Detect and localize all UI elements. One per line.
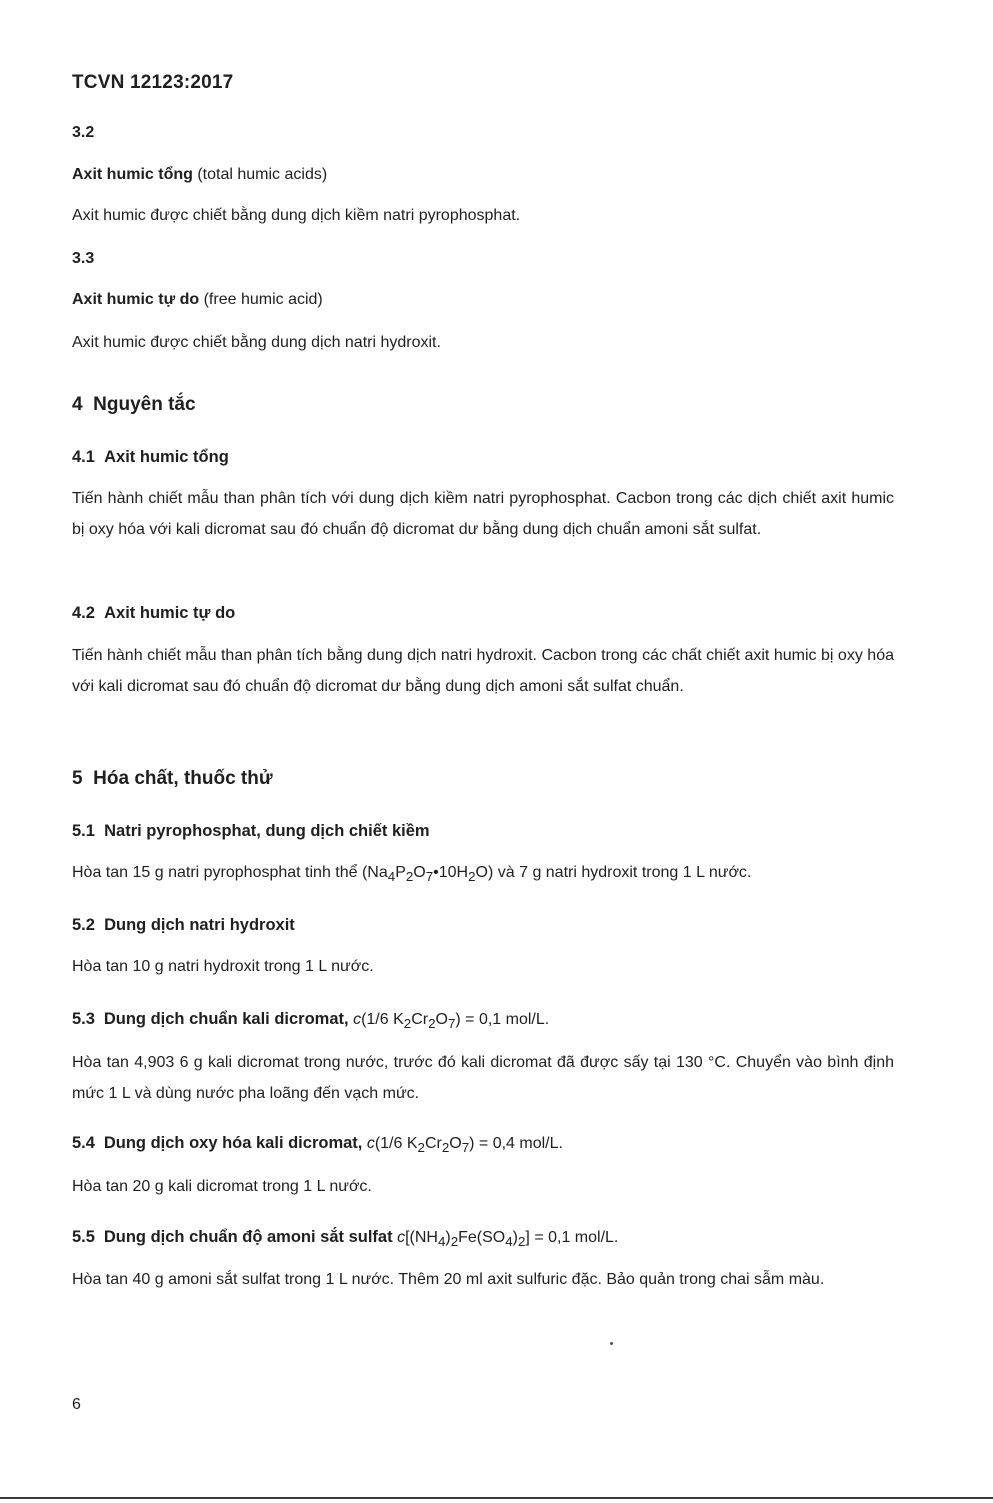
section-4-2-heading [72,604,235,623]
section-5-4-text: Hòa tan 20 g kali dicromat trong 1 L nước. [72,1178,372,1195]
section-4-heading [72,394,196,416]
subscript: 4 [437,1234,446,1250]
section-5-2-text: Hòa tan 10 g natri hydroxit trong 1 L nước. [72,958,374,975]
subscript: 2 [468,869,476,885]
section-5-2-heading [72,916,295,935]
text-run: ) [512,1229,518,1246]
subscript: 7 [447,1016,456,1032]
section-5-5-title: Dung dịch chuẩn độ amoni sắt sulfat [103,1228,393,1246]
section-5-1-heading [72,822,430,841]
section-5-1-number: 5.1 [72,822,95,840]
subscript: 2 [450,1234,459,1250]
section-5-3-text: Hòa tan 4,903 6 g kali dicromat trong nước, trước đó kali dicromat đã được sấy tại 130 °C. Chuyển vào bình định mức 1 L và dùng nước pha loãng đến vạch mức. [72,1054,894,1102]
clause-number-3-2: 3.2 [72,124,95,141]
section-5-1-text [72,864,751,884]
section-5-5-heading [72,1228,618,1249]
section-4-number: 4 [72,394,83,415]
section-5-1-title: Natri pyrophosphat, dung dịch chiết kiềm [104,822,430,840]
section-5-heading [72,768,273,790]
subscript: 2 [428,1016,436,1032]
section-4-2-title: Axit humic tự do [104,604,236,622]
section-4-1-heading [72,448,229,467]
section-5-4-title: Dung dịch oxy hóa kali dicromat, [103,1134,363,1152]
text-run: O [449,1135,462,1152]
section-5-4-number: 5.4 [72,1134,95,1152]
text-run: P [395,864,406,881]
text-run: ) [445,1229,451,1246]
section-5-5-text: Hòa tan 40 g amoni sắt sulfat trong 1 L nước. Thêm 20 ml axit sulfuric đặc. Bảo quản trong chai sẫm màu. [72,1271,825,1288]
subscript: 2 [417,1140,425,1156]
term-3-3-english: (free humic acid) [203,291,323,308]
section-4-1-text: Tiến hành chiết mẫu than phân tích với dung dịch kiềm natri pyrophosphat. Cacbon trong các dịch chiết axit humic bị oxy hóa với kali dicromat sau đó chuẩn độ dicromat dư bằng dung dịch chuẩn amoni sắt sulfat. [72,490,894,538]
text-run: Cr [411,1011,429,1028]
section-4-2-number: 4.2 [72,604,95,622]
subscript: 2 [405,869,414,885]
section-5-2-number: 5.2 [72,916,95,934]
term-3-2-english: (total humic acids) [197,166,328,183]
formula-symbol: c [397,1229,406,1246]
text-run: ] = 0,1 mol/L. [525,1229,619,1246]
text-run: ) = 0,1 mol/L. [455,1011,550,1028]
section-5-3-title: Dung dịch chuẩn kali dicromat, [103,1010,349,1028]
subscript: 7 [461,1140,470,1156]
section-4-1-title: Axit humic tổng [104,448,229,466]
section-5-5-number: 5.5 [72,1228,95,1246]
section-5-3-heading [72,1010,549,1031]
formula-symbol: c [366,1135,375,1152]
clause-number-3-3: 3.3 [72,250,95,267]
scan-speck [610,1342,613,1345]
section-5-5-formula [397,1229,619,1250]
section-5-number: 5 [72,768,83,789]
text-run: (1/6 K [374,1135,418,1152]
section-5-4-formula [366,1135,563,1156]
term-3-2-name: Axit humic tổng [72,166,193,183]
text-run: O [413,864,426,881]
definition-3-3: Axit humic được chiết bằng dung dịch natri hydroxit. [72,334,441,351]
text-run: O) và 7 g natri hydroxit trong 1 L nước. [475,864,752,881]
formula-symbol: c [353,1011,362,1028]
subscript: 2 [518,1234,526,1250]
subscript: 4 [387,869,396,885]
subscript: 7 [425,869,434,885]
subscript: 2 [403,1016,412,1032]
document-header: TCVN 12123:2017 [72,72,234,93]
section-4-2-text: Tiến hành chiết mẫu than phân tích bằng dung dịch natri hydroxit. Cacbon trong các chất chiết axit humic bị oxy hóa với kali dicromat sau đó chuẩn độ dicromat dư bằng dung dịch amoni sắt sulfat chuẩn. [72,647,894,695]
section-5-3-number: 5.3 [72,1010,95,1028]
section-5-4-heading [72,1134,563,1155]
subscript: 4 [505,1234,513,1250]
definition-3-2: Axit humic được chiết bằng dung dịch kiềm natri pyrophosphat. [72,207,521,224]
text-run: (1/6 K [361,1011,404,1028]
text-run: ) = 0,4 mol/L. [469,1135,563,1152]
page-bottom-edge [0,1497,993,1499]
term-3-3 [72,291,323,309]
text-run: •10H [433,864,469,881]
term-3-3-name: Axit humic tự do [72,291,200,308]
text-run: O [435,1011,448,1028]
section-5-3-formula [353,1011,550,1032]
section-4-1-number: 4.1 [72,448,95,466]
text-run: Fe(SO [458,1229,506,1246]
section-4-title: Nguyên tắc [93,394,196,415]
term-3-2 [72,166,327,184]
text-run: Cr [424,1135,442,1152]
section-5-title: Hóa chất, thuốc thử [93,768,273,789]
subscript: 2 [441,1140,450,1156]
page-number: 6 [72,1396,81,1413]
text-run: Hòa tan 15 g natri pyrophosphat tinh thể (Na [72,864,388,881]
section-5-2-title: Dung dịch natri hydroxit [104,916,295,934]
text-run: [(NH [405,1229,438,1246]
